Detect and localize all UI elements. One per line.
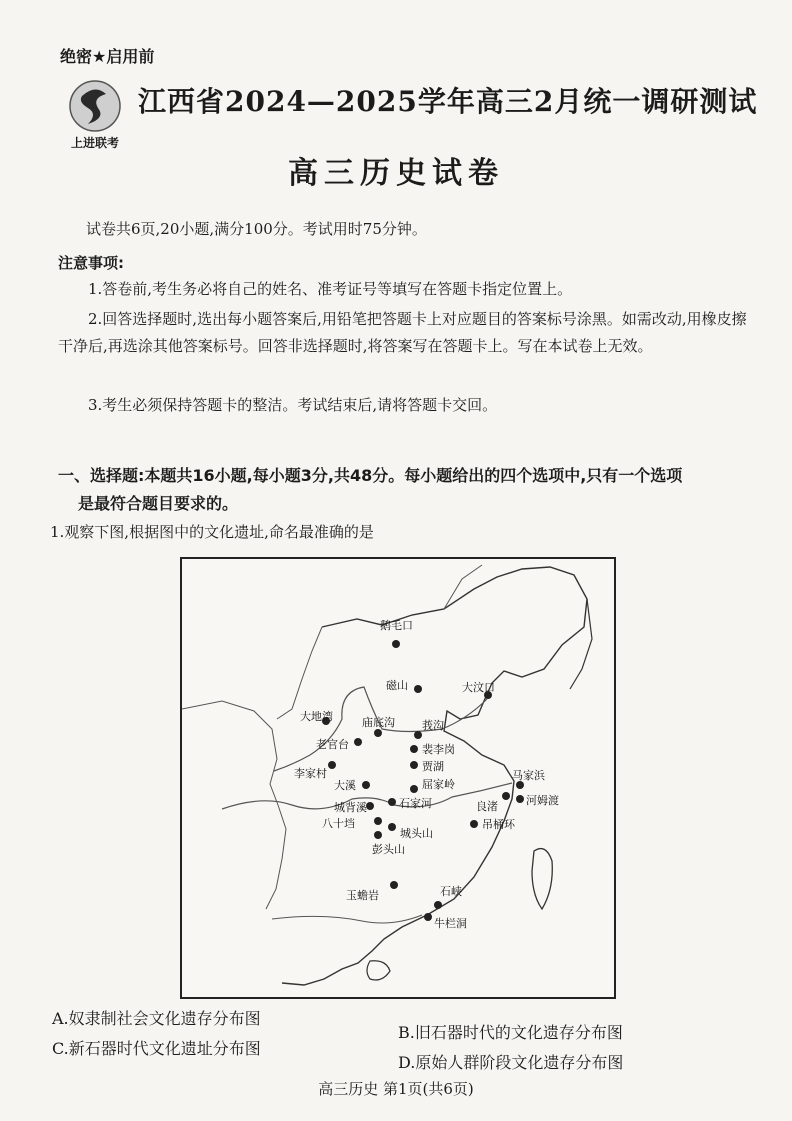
site-label: 鹅毛口 [380, 619, 413, 632]
site-label: 彭头山 [372, 843, 405, 856]
notice-item: 3.考生必须保持答题卡的整洁。考试结束后,请将答题卡交回。 [88, 396, 498, 414]
option-c[interactable]: C.新石器时代文化遗址分布图 [52, 1039, 261, 1058]
notice-item: 1.答卷前,考生务必将自己的姓名、准考证号等填写在答题卡指定位置上。 [88, 280, 573, 298]
notice-heading: 注意事项: [58, 254, 124, 272]
site-dot-chengtoushan [388, 823, 396, 831]
site-label: 莪沟 [422, 719, 444, 732]
site-label: 八十垱 [322, 817, 355, 830]
site-dot-hemudu [516, 795, 524, 803]
site-dot-qujialing [410, 785, 418, 793]
subject-title: 高三历史试卷 [288, 156, 504, 191]
site-label: 石峡 [440, 885, 462, 898]
site-dot-diaotonghuan [470, 820, 478, 828]
site-label: 吊桶环 [482, 818, 515, 831]
section-heading-line1: 一、选择题:本题共16小题,每小题3分,共48分。每小题给出的四个选项中,只有一个选项 [58, 466, 683, 485]
site-dot-laoguantai [354, 738, 362, 746]
section-heading-line2: 是最符合题目要求的。 [78, 494, 239, 513]
site-dot-pengtoushan [374, 831, 382, 839]
option-d[interactable]: D.原始人群阶段文化遗存分布图 [398, 1053, 624, 1072]
site-label: 裴李岗 [422, 743, 455, 756]
site-dot-majiabang [516, 781, 524, 789]
site-dot-emaokou [392, 640, 400, 648]
site-dot-shixia [434, 901, 442, 909]
site-dot-bashidang [374, 817, 382, 825]
site-label: 大地湾 [300, 710, 333, 723]
site-label: 李家村 [294, 767, 327, 780]
site-label: 玉蟾岩 [346, 889, 379, 902]
question-1-stem: 1.观察下图,根据图中的文化遗址,命名最准确的是 [50, 523, 374, 541]
site-dot-lijiacun [328, 761, 336, 769]
site-dot-niulandong [424, 913, 432, 921]
site-dot-liangzhu [502, 792, 510, 800]
site-label: 大溪 [334, 779, 356, 792]
site-dot-peiligang [410, 745, 418, 753]
site-dot-chengbeixi [366, 802, 374, 810]
logo-text: 上进联考 [70, 136, 119, 150]
section-heading [58, 462, 758, 518]
site-label: 庙底沟 [362, 716, 395, 729]
option-a[interactable]: A.奴隶制社会文化遗存分布图 [52, 1009, 261, 1028]
confidential-label: 绝密★启用前 [60, 47, 155, 66]
site-dot-daxi [362, 781, 370, 789]
site-dot-egou [414, 731, 422, 739]
culture-site-map [180, 557, 616, 999]
option-b[interactable]: B.旧石器时代的文化遗存分布图 [398, 1023, 623, 1042]
exam-info: 试卷共6页,20小题,满分100分。考试用时75分钟。 [86, 220, 427, 238]
site-label: 老官台 [316, 738, 349, 751]
site-label: 大汶口 [462, 681, 495, 694]
site-label: 磁山 [386, 679, 408, 692]
site-dot-jiahu [410, 761, 418, 769]
site-label: 石家河 [399, 797, 432, 810]
site-label: 牛栏洞 [434, 917, 467, 930]
site-label: 马家浜 [512, 769, 545, 782]
site-dot-yuchanyan [390, 881, 398, 889]
site-dot-cishan [414, 685, 422, 693]
site-label: 贾湖 [422, 760, 444, 773]
site-label: 良渚 [476, 800, 498, 813]
site-dot-miaodigou [374, 729, 382, 737]
site-label: 城背溪 [334, 801, 367, 814]
notice-item: 2.回答选择题时,选出每小题答案后,用铅笔把答题卡上对应题目的答案标号涂黑。如需改动,用橡皮擦干净后,再选涂其他答案标号。回答非选择题时,将答案写在答题卡上。写在本试卷上无效。 [58, 310, 747, 355]
site-label: 屈家岭 [422, 778, 455, 791]
site-label: 城头山 [400, 827, 433, 840]
exam-title: 江西省2024—2025学年高三2月统一调研测试 [138, 85, 758, 118]
site-dot-shijiahe [388, 798, 396, 806]
site-label: 河姆渡 [526, 794, 559, 807]
page-footer: 高三历史 第1页(共6页) [318, 1080, 474, 1098]
